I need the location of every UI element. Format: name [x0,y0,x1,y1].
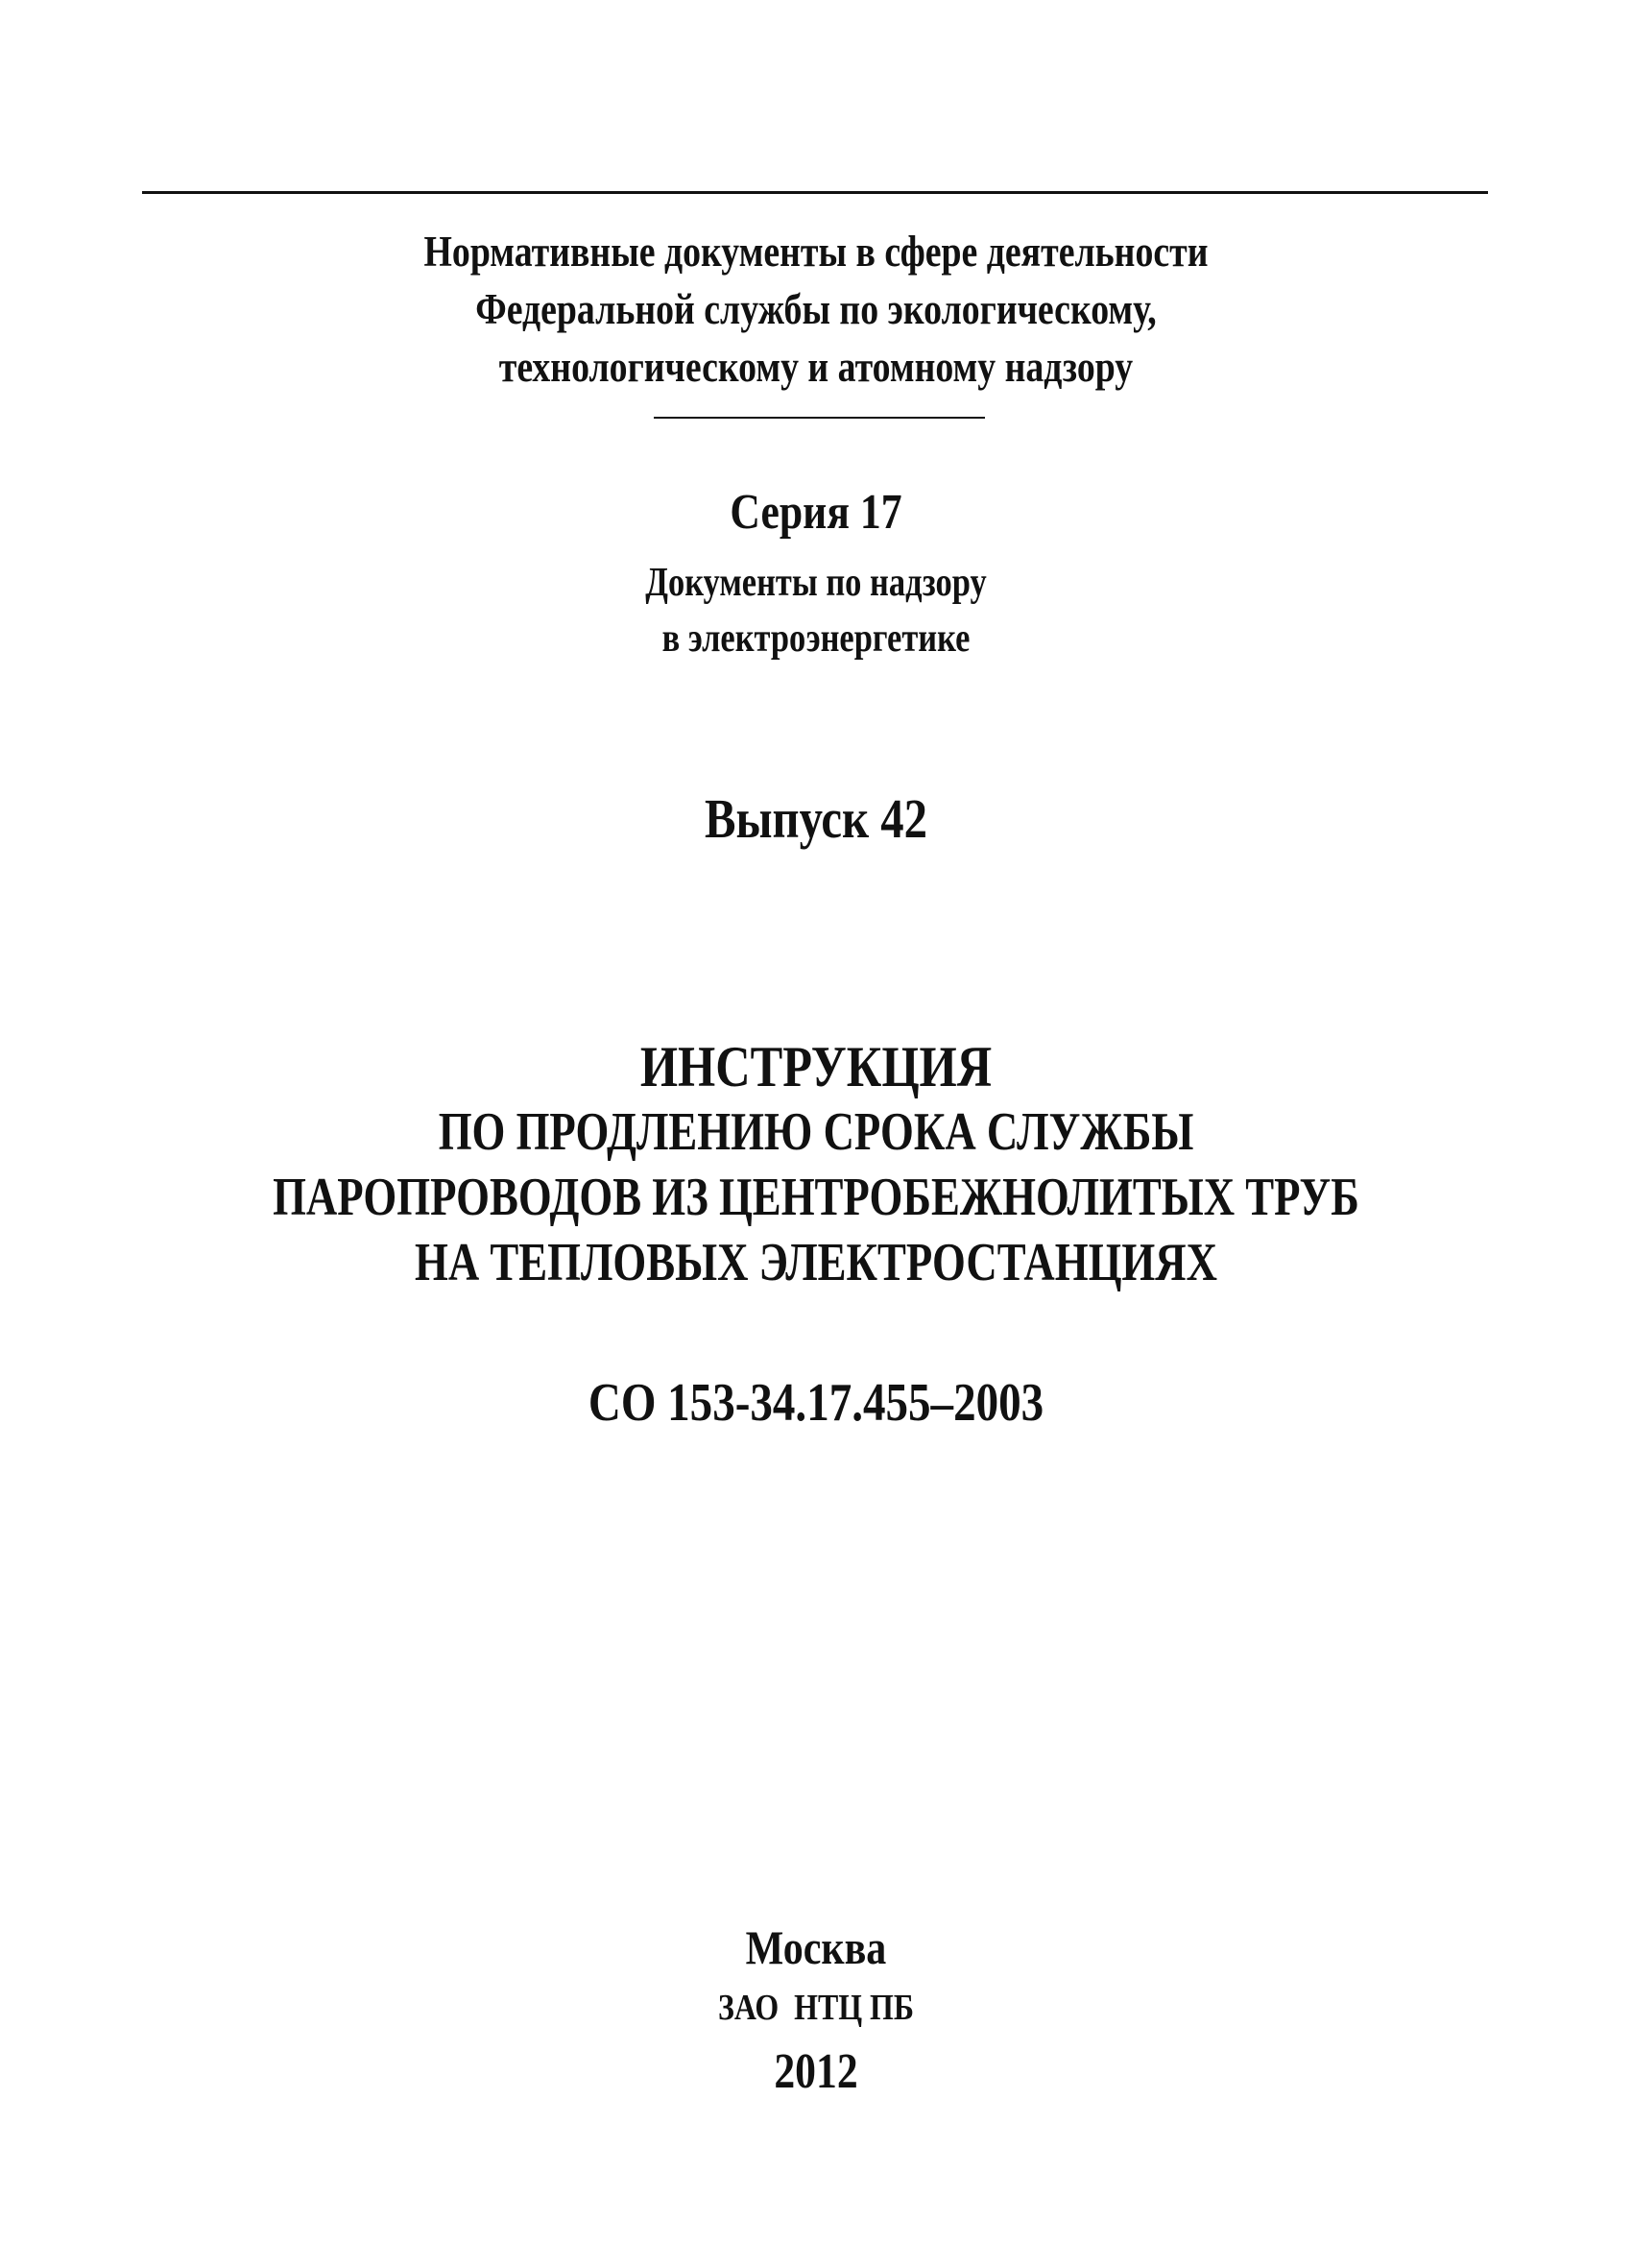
header-line: Нормативные документы в сфере деятельности [423,228,1209,276]
document-code: СО 153-34.17.455–2003 [588,1373,1044,1433]
series-subtitle-line: в электроэнергетике [661,616,971,661]
header-divider [654,417,985,419]
series-title: Серия 17 [730,485,902,540]
document-subtitle-line: НА ТЕПЛОВЫХ ЭЛЕКТРОСТАНЦИЯХ [415,1233,1217,1292]
issuing-authority-header [131,223,1501,396]
top-rule [142,191,1488,194]
header-line: технологическому и атомному надзору [498,343,1134,391]
document-subtitle-line: ПО ПРОДЛЕНИЮ СРОКА СЛУЖБЫ [438,1102,1194,1162]
document-subtitle [163,1099,1469,1295]
header-line: Федеральной службы по экологическому, [475,285,1157,333]
imprint-publisher: ЗАО НТЦ ПБ [718,1988,914,2028]
series-subtitle [147,555,1485,666]
imprint-year: 2012 [774,2044,858,2099]
document-subtitle-line: ПАРОПРОВОДОВ ИЗ ЦЕНТРОБЕЖНОЛИТЫХ ТРУБ [273,1168,1359,1227]
series-subtitle-line: Документы по надзору [645,561,987,605]
issue-number: Выпуск 42 [704,787,928,850]
document-title: ИНСТРУКЦИЯ [639,1035,993,1098]
imprint-city: Москва [745,1920,887,1974]
